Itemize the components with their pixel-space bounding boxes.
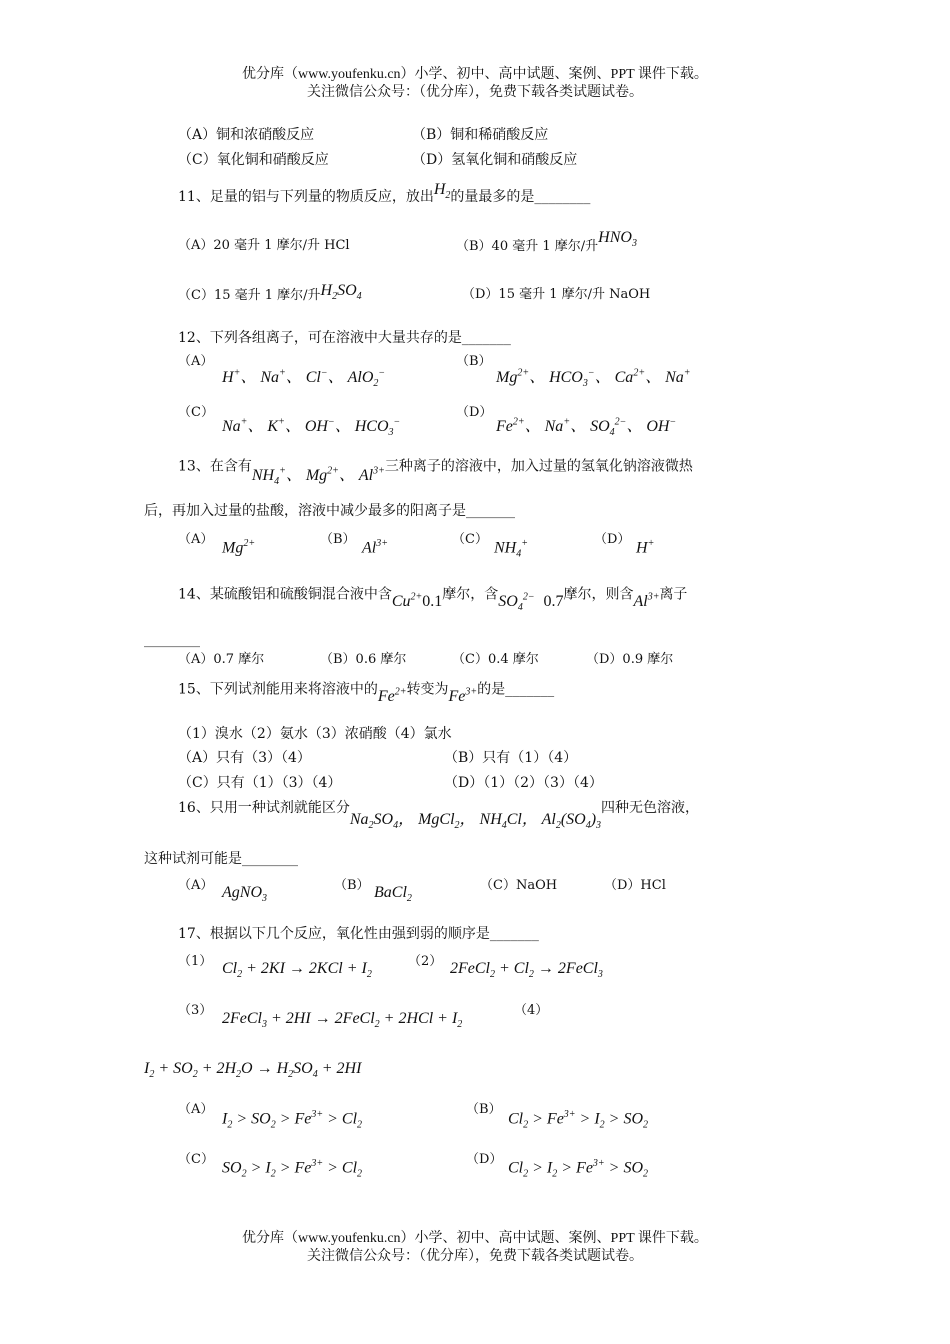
fe3-ion: $Fe^{3+}$: [448, 687, 478, 706]
q13-option-a-ion: $Mg^{2+}$: [222, 538, 256, 557]
q12-option-c-label: （C）: [178, 405, 214, 420]
header-line-2: 关注微信公众号：（优分库），免费下载各类试题试卷。: [307, 85, 643, 100]
q15-option-d: （D）（1）（2）（3）（4）: [444, 775, 603, 791]
q13-option-d-label: （D）: [594, 532, 631, 547]
q14-option-a: （A）0.7 摩尔: [178, 652, 265, 667]
q10-option-a: （A）铜和浓硝酸反应: [178, 127, 315, 143]
q11-option-a: （A）20 毫升 1 摩尔/升 HCl: [178, 238, 350, 253]
q12-stem: 12、下列各组离子，可在溶液中大量共存的是_______: [178, 330, 511, 346]
q13-stem-line2: 后，再加入过量的盐酸，溶液中减少最多的阳离子是_______: [144, 503, 515, 519]
q17-stem: 17、根据以下几个反应，氧化性由强到弱的顺序是_______: [178, 926, 539, 942]
cu-ion: $Cu^{2+}$: [391, 592, 423, 611]
q13-stem-line1: 13、在含有$NH_4^+$、 $Mg^{2+}$、 $Al^{3+}$三种离子的溶液中，加入过量的氢氧化钠溶液微热: [178, 458, 693, 488]
q12-option-b-label: （B）: [456, 354, 492, 369]
q13-option-b-label: （B）: [320, 532, 356, 547]
so4-amount: 0.7: [543, 593, 564, 611]
q17-option-a-label: （A）: [178, 1102, 214, 1117]
q16-option-c: （C）NaOH: [480, 878, 558, 893]
q10-option-d: （D）氢氧化铜和硝酸反应: [412, 152, 578, 168]
q16-option-b-label: （B）: [334, 878, 370, 893]
fe2-ion: $Fe^{2+}$: [377, 687, 407, 706]
q16-option-b-reagent: BaCl$_2$: [374, 884, 412, 905]
q15-option-c: （C）只有（1）（3）（4）: [178, 775, 342, 791]
q17-option-b-order: $Cl_2 > Fe^{3+} > I_2 > SO_2$: [508, 1109, 649, 1131]
so4-ion: $SO_4^{2-}$: [498, 592, 535, 614]
hno3-formula: $HNO_3$: [598, 229, 637, 250]
h2so4-formula: $H_2SO_4$: [320, 282, 362, 303]
q13-option-c-ion: $NH_4^+$: [494, 538, 528, 560]
q17-option-c-label: （C）: [178, 1152, 214, 1167]
q15-option-a: （A）只有（3）（4）: [178, 750, 311, 766]
q14-option-c: （C）0.4 摩尔: [452, 652, 539, 667]
q17-reaction-1: $Cl_2 + 2KI \to 2KCl + I_2$: [222, 960, 372, 981]
q15-reagents: （1）溴水（2）氨水（3）浓硝酸（4）氯水: [178, 726, 452, 742]
q12-option-d-label: （D）: [456, 405, 493, 420]
q12-option-a-ions: H+、 Na+、 Cl−、 AlO$_2$−: [222, 367, 386, 390]
q11-option-d: （D）15 毫升 1 摩尔/升 NaOH: [462, 287, 651, 302]
q17-option-b-label: （B）: [466, 1102, 502, 1117]
al-ion: $Al^{3+}$: [633, 592, 660, 611]
q11-option-c: （C）15 毫升 1 摩尔/升$H_2SO_4$: [178, 282, 362, 303]
q12-option-a-label: （A）: [178, 354, 214, 369]
q14-option-d: （D）0.9 摩尔: [586, 652, 674, 667]
footer-line-1: 优分库（www.youfenku.cn）小学、初中、高中试题、案例、PPT 课件下载。: [242, 1231, 708, 1246]
q15-option-b: （B）只有（1）（4）: [444, 750, 578, 766]
q17-option-c-order: $SO_2 > I_2 > Fe^{3+} > Cl_2$: [222, 1158, 363, 1180]
q16-salts: $Na_2SO_4$， MgCl$_2$， $NH_4Cl$， $Al_2(SO_4)_3$: [349, 811, 602, 832]
q17-option-d-order: $Cl_2 > I_2 > Fe^{3+} > SO_2$: [508, 1158, 649, 1180]
q17-option-d-label: （D）: [466, 1152, 503, 1167]
q17-reaction-2: 2FeCl$_2$ + $Cl_2$ → 2FeCl$_3$: [450, 960, 603, 981]
q13-option-a-label: （A）: [178, 532, 214, 547]
q15-stem: 15、下列试剂能用来将溶液中的$Fe^{2+}$转变为$Fe^{3+}$的是_______: [178, 681, 555, 706]
q16-stem-line1: 16、只用一种试剂就能区分$Na_2SO_4$， MgCl$_2$， $NH_4Cl$， $Al_2(SO_4)_3$四种无色溶液，: [178, 800, 700, 832]
q14-stem: 14、某硫酸铝和硫酸铜混合液中含$Cu^{2+}0.1$摩尔，含$SO_4^{2-}$ 0.7摩尔，则含$Al^{3+}$离子: [178, 586, 688, 614]
h2-formula: $H_2$: [433, 181, 451, 202]
q14-option-b: （B）0.6 摩尔: [320, 652, 407, 667]
q12-option-c-ions: Na+、 K+、 OH−、 $HCO_3^-$: [222, 416, 401, 439]
q17-option-a-order: $I_2 > SO_2 > Fe^{3+} > Cl_2$: [222, 1109, 363, 1131]
q12-option-d-ions: $Fe^{2+}$、 Na+、 $SO_4^{2-}$、 OH−: [496, 416, 677, 439]
q12-option-b-ions: $Mg^{2+}$、 $HCO_3^-$、 $Ca^{2+}$、 Na+: [496, 367, 691, 390]
q17-reaction-3-label: （3）: [178, 1003, 213, 1018]
footer-line-2: 关注微信公众号：（优分库），免费下载各类试题试卷。: [307, 1249, 643, 1264]
q16-option-a-reagent: AgNO$_3$: [222, 884, 267, 905]
q13-option-d-ion: H+: [636, 538, 655, 557]
q17-reaction-1-label: （1）: [178, 954, 213, 969]
q16-option-d: （D）HCl: [604, 878, 666, 893]
q11-stem: 11、足量的铝与下列量的物质反应，放出$H_2$的量最多的是________: [178, 181, 591, 205]
q16-stem-line2: 这种试剂可能是________: [144, 851, 298, 867]
q13-option-b-ion: $Al^{3+}$: [362, 538, 388, 557]
q14-blank: ________: [144, 632, 200, 648]
q11-option-b: （B）40 毫升 1 摩尔/升$HNO_3$: [456, 229, 637, 254]
q17-reaction-4-label: （4）: [514, 1003, 549, 1018]
cu-amount: 0.1: [422, 593, 443, 611]
q17-reaction-4: $I_2 + SO_2 + 2H_2O \to H_2SO_4 + 2HI$: [144, 1060, 362, 1081]
q13-option-c-label: （C）: [452, 532, 488, 547]
q17-reaction-2-label: （2）: [408, 954, 443, 969]
q16-option-a-label: （A）: [178, 878, 214, 893]
header-line-1: 优分库（www.youfenku.cn）小学、初中、高中试题、案例、PPT 课件下载。: [242, 67, 708, 82]
q10-option-c: （C）氧化铜和硝酸反应: [178, 152, 329, 168]
q13-ions: $NH_4^+$、 $Mg^{2+}$、 $Al^{3+}$: [251, 466, 385, 488]
q10-option-b: （B）铜和稀硝酸反应: [412, 127, 549, 143]
q17-reaction-3: 2FeCl$_3$ + 2HI → 2FeCl$_2$ + $2HCl + I_2$: [222, 1010, 463, 1031]
